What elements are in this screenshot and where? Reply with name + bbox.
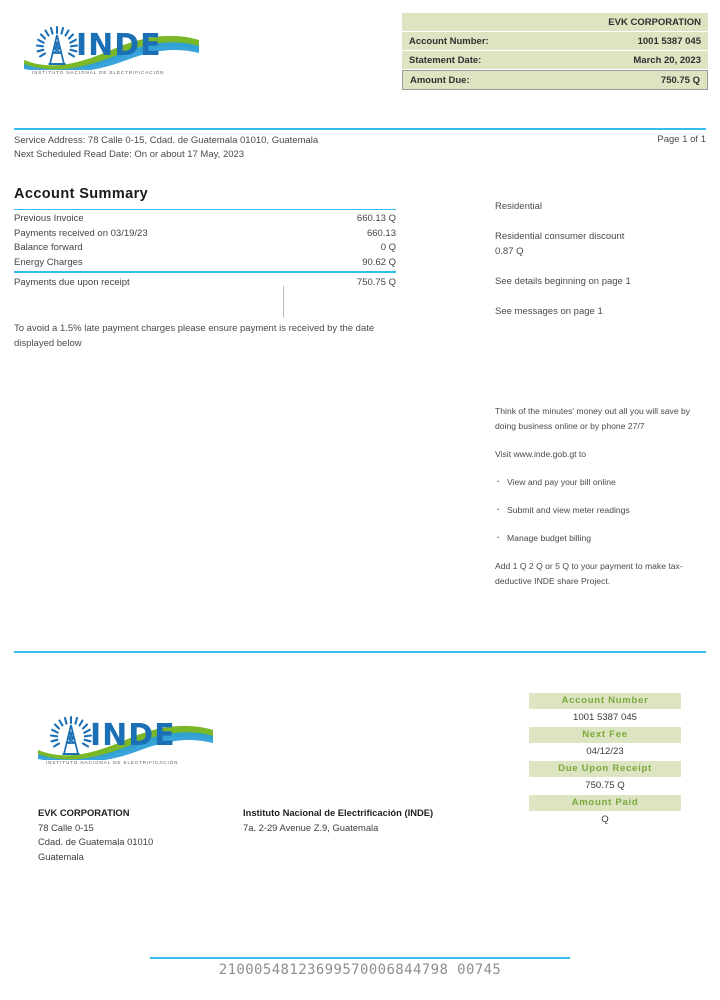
- service-address-block: [14, 134, 318, 162]
- inde-logo-header: [24, 22, 199, 84]
- summary-label-total-due: Payments due upon receipt: [14, 276, 130, 288]
- barcode-number: 21000548123699570006844798 00745: [218, 962, 502, 978]
- summary-total-row: [14, 273, 396, 290]
- utility-name: Instituto Nacional de Electrificación (INDE): [243, 807, 434, 818]
- customer-name: EVK CORPORATION: [38, 807, 130, 818]
- promotional-message-block: [495, 404, 700, 602]
- header-row-account-number: [402, 32, 708, 50]
- header-value-statement-date: March 20, 2023: [535, 51, 708, 69]
- list-item: . Submit and view meter readings: [495, 503, 700, 518]
- stub-label-account-number: Account Number: [529, 693, 681, 709]
- stub-value-due-upon-receipt: 750.75 Q: [585, 780, 625, 791]
- stub-value-next-fee: 04/12/23: [586, 746, 624, 757]
- header-row-amount-due: [402, 70, 708, 90]
- header-value-account-number: 1001 5387 045: [535, 32, 708, 50]
- inde-logo-footer: [38, 712, 213, 774]
- summary-label-energy-charges: Energy Charges: [14, 256, 83, 268]
- next-read-date-line: Next Scheduled Read Date: On or about 17 May, 2023: [14, 149, 245, 160]
- header-company-spacer: [402, 13, 535, 31]
- customer-address-line1: 78 Calle 0-15: [38, 821, 94, 833]
- consumer-discount-block: [495, 229, 710, 259]
- header-label-account-number: Account Number:: [402, 32, 535, 50]
- summary-amount-payments-received: 660.13: [366, 227, 396, 239]
- table-row: [14, 212, 396, 227]
- customer-address-line3: Guatemala: [38, 850, 84, 862]
- summary-vertical-divider: [283, 286, 284, 318]
- late-payment-note: To avoid a 1.5% late payment charges please ensure payment is received by the date displayed below: [14, 323, 375, 349]
- page-indicator: Page 1 of 1: [657, 134, 706, 145]
- customer-address-line2: Cdad. de Guatemala 01010: [38, 836, 154, 847]
- summary-amount-balance-forward: 0 Q: [380, 242, 396, 254]
- payment-stub-table: [529, 693, 681, 829]
- summary-label-balance-forward: Balance forward: [14, 242, 83, 254]
- service-address-line: Service Address: 78 Calle 0-15, Cdad. de Guatemala 01010, Guatemala: [14, 135, 319, 146]
- header-company-name: EVK CORPORATION: [535, 13, 708, 31]
- divider-barcode: [150, 957, 570, 959]
- stub-value-account-number: 1001 5387 045: [572, 712, 638, 723]
- stub-value-amount-paid[interactable]: Q: [601, 814, 609, 825]
- logo-wordmark-footer: INDE: [90, 718, 176, 753]
- promo-intro-text: Think of the minutes' money out all you will save by doing business online or by phone 27/7: [495, 406, 691, 431]
- utility-address-line1: 7a. 2-29 Avenue Z.9, Guatemala: [243, 821, 379, 833]
- stub-label-next-fee: Next Fee: [529, 727, 681, 743]
- inde-tower-sunburst-icon: [34, 24, 80, 70]
- summary-amount-energy-charges: 90.62 Q: [362, 256, 396, 268]
- customer-address-block: [38, 806, 153, 864]
- account-summary-table: [14, 209, 396, 290]
- utility-address-block: [243, 806, 433, 835]
- list-item: . Manage budget billing: [495, 531, 700, 546]
- table-row: [14, 256, 396, 271]
- divider-top: [14, 128, 706, 130]
- stub-label-due-upon-receipt: Due Upon Receipt: [529, 761, 681, 777]
- summary-rows: [14, 210, 396, 271]
- header-label-amount-due: Amount Due:: [402, 70, 535, 90]
- bill-header-table: [402, 12, 708, 91]
- see-details-note: See details beginning on page 1: [495, 276, 631, 287]
- consumer-discount-amount: 0.87 Q: [495, 246, 524, 257]
- header-row-statement-date: [402, 51, 708, 69]
- logo-wordmark: INDE: [76, 28, 162, 63]
- inde-tower-sunburst-icon-footer: [48, 714, 94, 760]
- rate-class-label: Residential: [495, 201, 542, 212]
- table-row: [14, 241, 396, 256]
- promo-donation-text: Add 1 Q 2 Q or 5 Q to your payment to make tax-deductive INDE share Project.: [495, 561, 683, 586]
- account-summary-title: Account Summary: [14, 186, 149, 202]
- consumer-discount-label: Residential consumer discount: [495, 231, 625, 242]
- promo-bullet-list: [495, 475, 700, 546]
- list-item: . View and pay your bill online: [495, 475, 700, 490]
- table-row: [14, 227, 396, 242]
- summary-amount-previous-invoice: 660.13 Q: [356, 213, 396, 225]
- summary-amount-total-due: 750.75 Q: [356, 276, 396, 288]
- right-notes-column: [495, 199, 710, 334]
- stub-label-amount-paid: Amount Paid: [529, 795, 681, 811]
- header-value-amount-due: 750.75 Q: [535, 70, 708, 90]
- header-company-row: [402, 13, 708, 31]
- promo-visit-text: Visit www.inde.gob.gt to: [495, 449, 587, 459]
- divider-middle: [14, 651, 706, 653]
- logo-tagline-footer: INSTITUTO NACIONAL DE ELECTRIFICACIÓN: [46, 760, 179, 765]
- logo-tagline: INSTITUTO NACIONAL DE ELECTRIFICACIÓN: [32, 70, 165, 75]
- header-label-statement-date: Statement Date:: [402, 51, 535, 69]
- summary-label-previous-invoice: Previous Invoice: [14, 213, 84, 225]
- see-messages-note: See messages on page 1: [495, 306, 603, 317]
- summary-label-payments-received: Payments received on 03/19/23: [14, 227, 148, 239]
